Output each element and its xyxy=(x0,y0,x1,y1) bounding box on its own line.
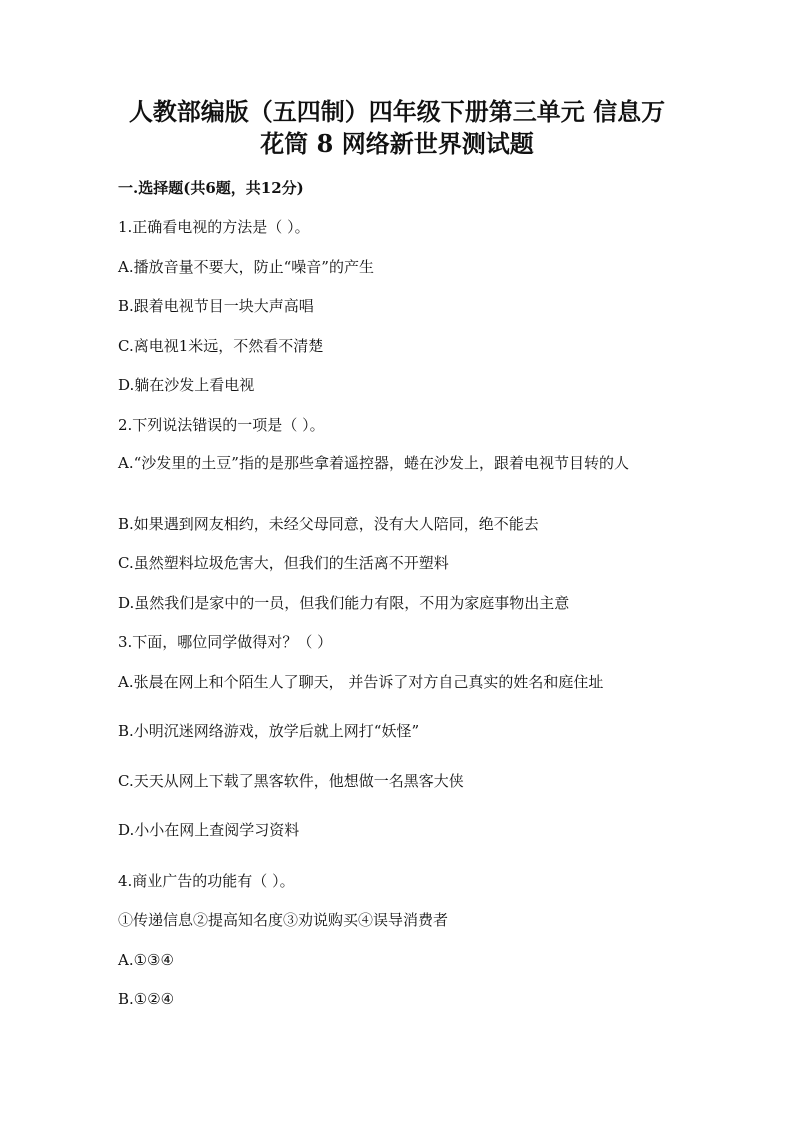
question-3-option-a: A.张晨在网上和个陌生人了聊天， 并告诉了对方自己真实的姓名和庭住址 xyxy=(118,673,604,691)
question-3-option-b: B.小明沉迷网络游戏，放学后就上网打“妖怪” xyxy=(118,722,420,740)
question-2-option-a: A.“沙发里的土豆”指的是那些拿着遥控器，蜷在沙发上，跟着电视节目转的人 xyxy=(118,454,629,472)
question-1-option-d: D.躺在沙发上看电视 xyxy=(118,376,255,394)
question-2-option-c: C.虽然塑料垃圾危害大，但我们的生活离不开塑料 xyxy=(118,554,449,572)
question-4-stem: 4.商业广告的功能有（ ）。 xyxy=(118,872,295,890)
question-3-option-c: C.天天从网上下载了黑客软件，他想做一名黑客大侠 xyxy=(118,772,464,790)
page-title-line2: 花筒 8 网络新世界测试题 xyxy=(260,129,534,158)
question-1-option-a: A.播放音量不要大，防止“噪音”的产生 xyxy=(118,258,374,276)
section-heading: 一.选择题(共6题，共12分) xyxy=(118,179,304,197)
question-4-option-b: B.①②④ xyxy=(118,990,175,1008)
question-3-option-d: D.小小在网上查阅学习资料 xyxy=(118,821,300,839)
question-4-option-a: A.①③④ xyxy=(118,951,174,969)
question-1-option-c: C.离电视1米远，不然看不清楚 xyxy=(118,337,324,355)
question-3-stem: 3.下面，哪位同学做得对？（ ） xyxy=(118,633,333,651)
page-title-line1: 人教部编版（五四制）四年级下册第三单元 信息万 xyxy=(128,97,666,126)
question-2-option-b: B.如果遇到网友相约，未经父母同意，没有大人陪同，绝不能去 xyxy=(118,515,539,533)
question-4-note: ①传递信息②提高知名度③劝说购买④误导消费者 xyxy=(118,911,449,929)
question-2-option-d: D.虽然我们是家中的一员，但我们能力有限，不用为家庭事物出主意 xyxy=(118,594,570,612)
question-1-stem: 1.正确看电视的方法是（ ）。 xyxy=(118,218,310,236)
question-2-stem: 2.下列说法错误的一项是（ ）。 xyxy=(118,416,325,434)
question-1-option-b: B.跟着电视节目一块大声高唱 xyxy=(118,297,314,315)
